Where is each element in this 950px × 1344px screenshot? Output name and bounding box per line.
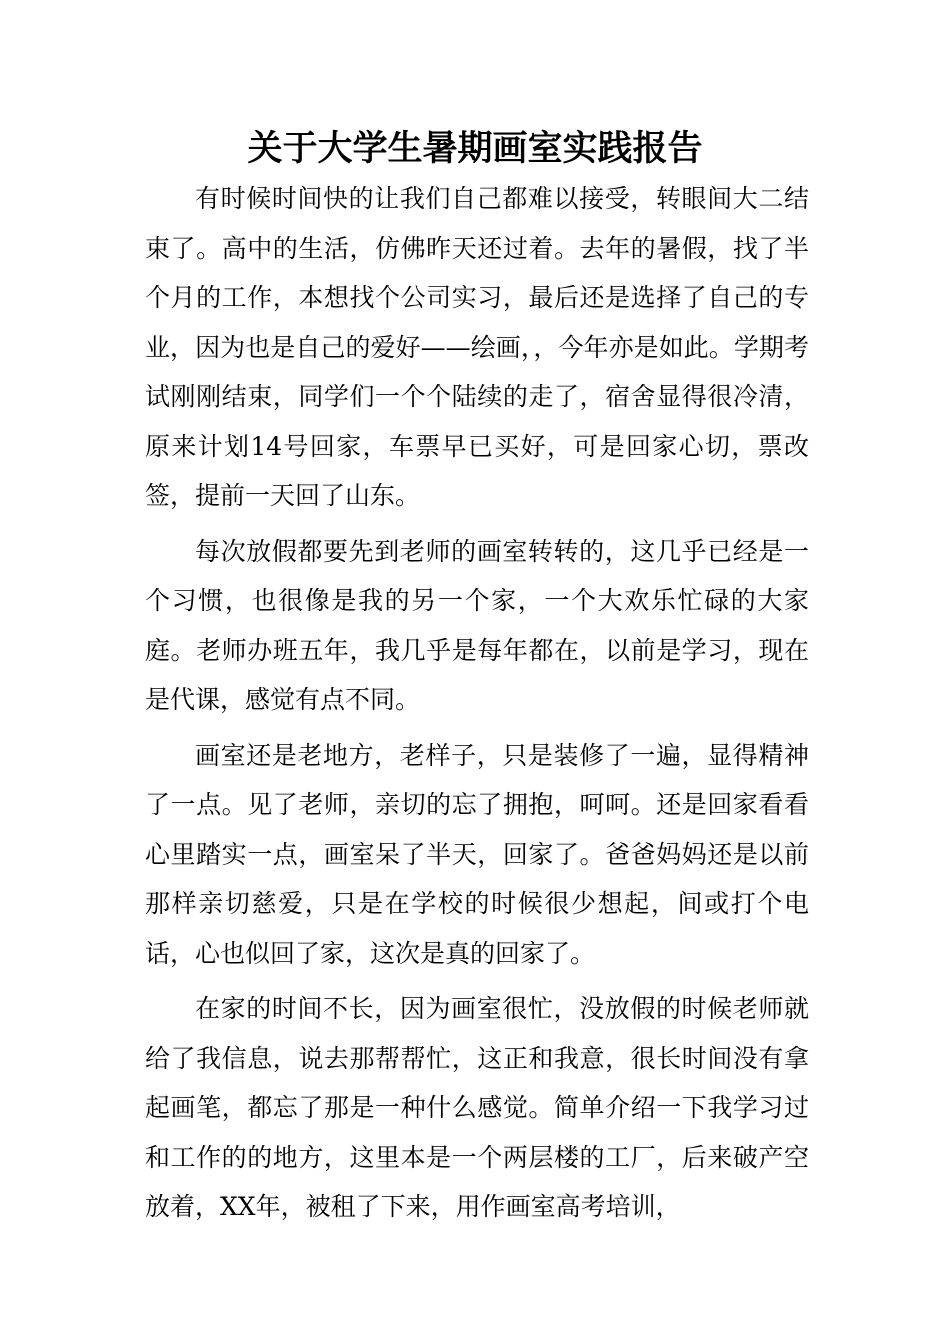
paragraph-3: 画室还是老地方，老样子，只是装修了一遍，显得精神了一点。见了老师，亲切的忘了拥抱，呵呵。还是回家看看心里踏实一点，画室呆了半天，回家了。爸爸妈妈还是以前那样亲切慈爱，只是在学校的时候很少想起，间或打个电话，心也似回了家，这次是真的回家了。 bbox=[145, 740, 809, 968]
paragraph-4: 在家的时间不长，因为画室很忙，没放假的时候老师就给了我信息，说去那帮帮忙，这正和我意，很长时间没有拿起画笔，都忘了那是一种什么感觉。简单介绍一下我学习过和工作的的地方，这里本是一个两层楼的工厂，后来破产空放着，XX年，被租了下来，用作画室高考培训， bbox=[145, 994, 809, 1221]
document-body bbox=[145, 174, 809, 1238]
paragraph-1: 有时候时间快的让我们自己都难以接受，转眼间大二结束了。高中的生活，仿佛昨天还过着。去年的暑假，找了半个月的工作，本想找个公司实习，最后还是选择了自己的专业，因为也是自己的爱好——绘画，，今年亦是如此。学期考试刚刚结束，同学们一个个陆续的走了，宿舍显得很冷清，原来计划14号回家，车票早已买好，可是回家心切，票改签，提前一天回了山东。 bbox=[145, 184, 809, 510]
paragraph-2: 每次放假都要先到老师的画室转转的，这几乎已经是一个习惯，也很像是我的另一个家，一个大欢乐忙碌的大家庭。老师办班五年，我几乎是每年都在，以前是学习，现在是代课，感觉有点不同。 bbox=[145, 536, 809, 714]
page-title: 关于大学生暑期画室实践报告 bbox=[247, 129, 703, 169]
